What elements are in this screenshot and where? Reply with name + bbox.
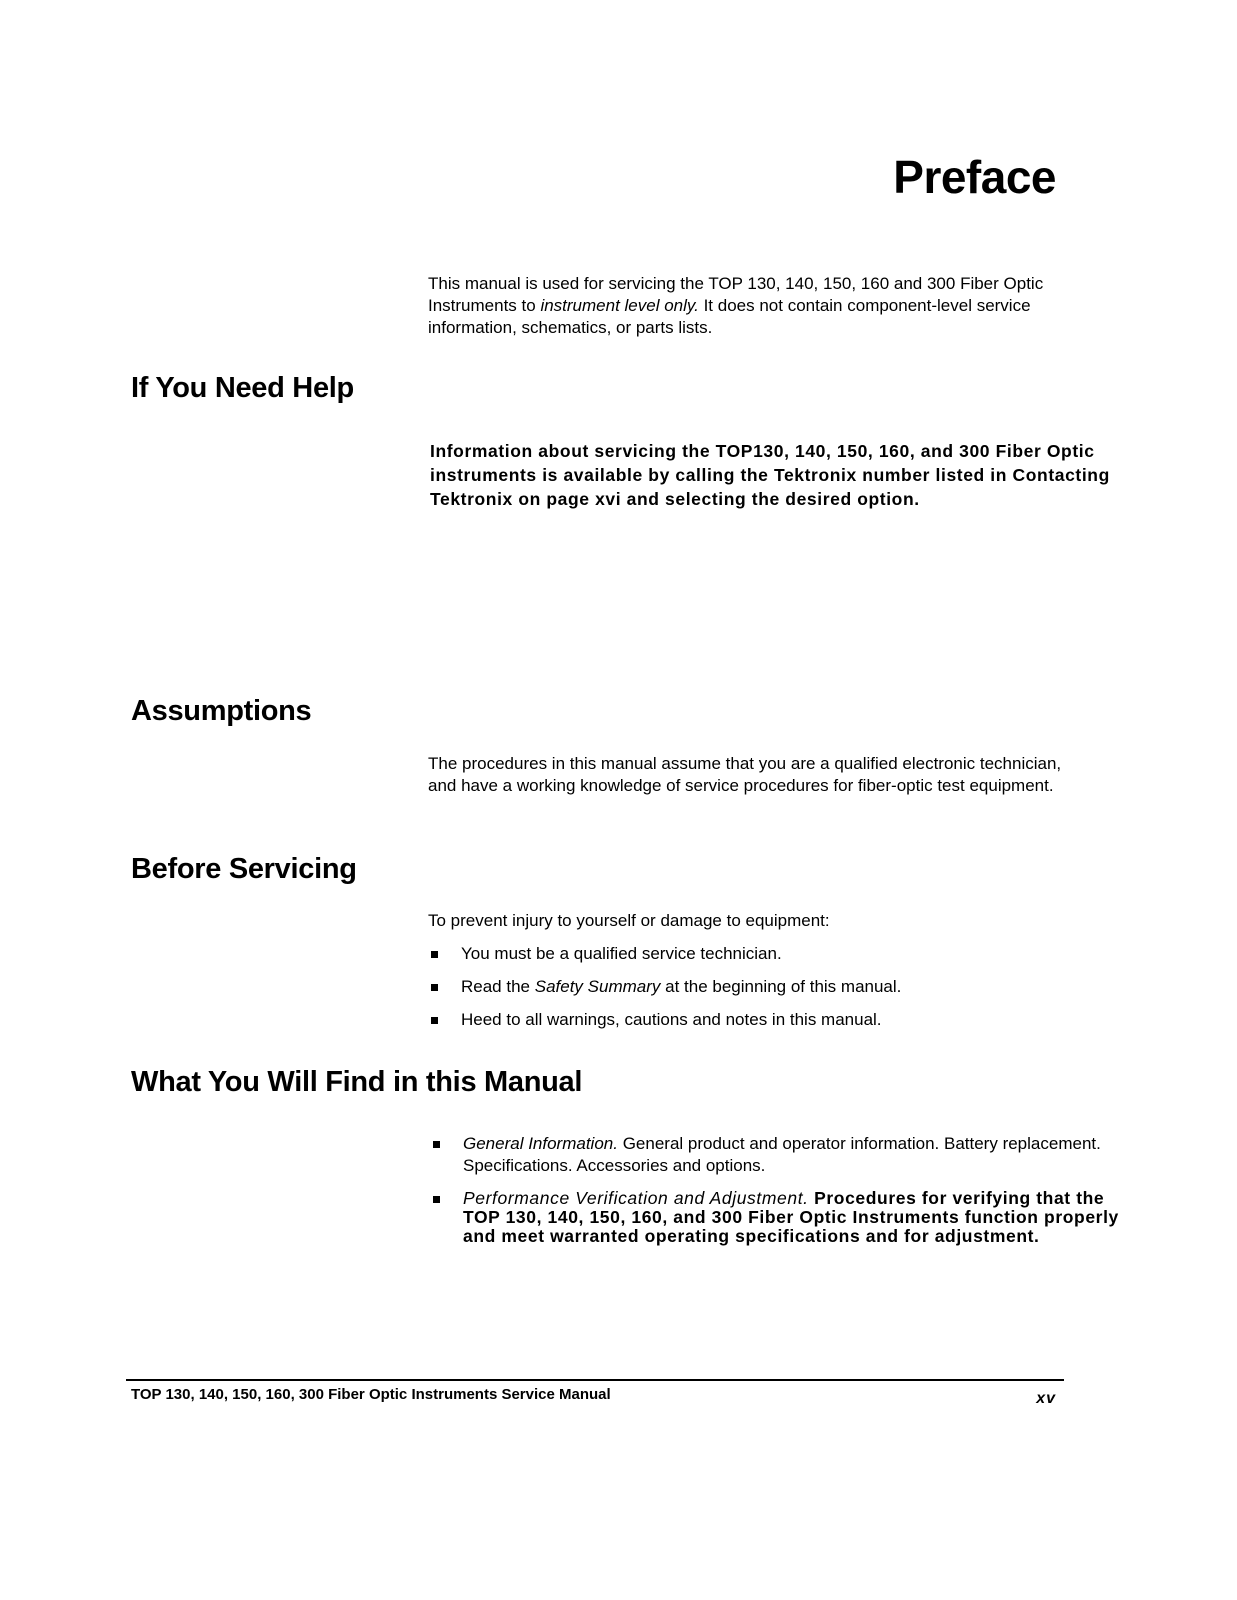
intro-text-start: This manual is used for servicing the TOP 130, 140, 150, 160 and 300 Fiber Optic Instruments to bbox=[428, 274, 1044, 315]
before-servicing-intro: To prevent injury to yourself or damage to equipment: bbox=[428, 911, 830, 930]
intro-paragraph bbox=[428, 273, 1068, 339]
square-bullet-icon bbox=[431, 951, 438, 958]
square-bullet-icon bbox=[433, 1196, 440, 1203]
list-item-text-end: at the beginning of this manual. bbox=[660, 977, 902, 996]
list-item bbox=[428, 1009, 1068, 1031]
manual-contents-list bbox=[430, 1133, 1120, 1246]
square-bullet-icon bbox=[431, 984, 438, 991]
square-bullet-icon bbox=[433, 1141, 440, 1148]
list-item bbox=[428, 976, 1068, 998]
list-item-title: General Information. bbox=[463, 1134, 618, 1153]
square-bullet-icon bbox=[431, 1017, 438, 1024]
list-item-text: Heed to all warnings, cautions and notes in this manual. bbox=[461, 1010, 882, 1029]
list-item-text: General product and operator information. Battery replacement. Specifications. Accessories and options. bbox=[463, 1134, 1101, 1175]
before-servicing-heading: Before Servicing bbox=[131, 853, 357, 885]
help-paragraph: Information about servicing the TOP130, 140, 150, 160, and 300 Fiber Optic instruments is available by calling the Tektronix number listed in Contacting Tektronix on page xvi and selecting the desired option. bbox=[430, 441, 1110, 509]
help-heading: If You Need Help bbox=[131, 372, 354, 404]
safety-summary-emphasis: Safety Summary bbox=[534, 977, 661, 996]
list-item-text: You must be a qualified service technician. bbox=[461, 944, 782, 963]
list-item-text: Procedures for verifying that the TOP 130, 140, 150, 160, and 300 Fiber Optic Instruments function properly and meet warranted operating specifications and for adjustment. bbox=[463, 1188, 1119, 1246]
list-item-text-start: Read the bbox=[461, 977, 535, 996]
list-item bbox=[428, 943, 1068, 965]
page-number: xv bbox=[1036, 1390, 1056, 1407]
list-item bbox=[430, 1189, 1120, 1246]
assumptions-paragraph: The procedures in this manual assume that you are a qualified electronic technician, and have a working knowledge of service procedures for fiber-optic test equipment. bbox=[428, 754, 1062, 795]
manual-contents-heading: What You Will Find in this Manual bbox=[131, 1066, 583, 1098]
intro-emphasis: instrument level only. bbox=[540, 296, 699, 315]
assumptions-heading: Assumptions bbox=[131, 695, 312, 727]
footer-divider bbox=[126, 1379, 1064, 1381]
page-title: Preface bbox=[893, 151, 1056, 203]
before-servicing-list bbox=[428, 943, 1068, 1042]
footer-manual-title: TOP 130, 140, 150, 160, 300 Fiber Optic Instruments Service Manual bbox=[131, 1386, 611, 1403]
intro-text-end: It does not contain component-level service information, schematics, or parts lists. bbox=[428, 296, 1031, 337]
list-item bbox=[430, 1133, 1120, 1177]
list-item-title: Performance Verification and Adjustment. bbox=[463, 1188, 809, 1208]
